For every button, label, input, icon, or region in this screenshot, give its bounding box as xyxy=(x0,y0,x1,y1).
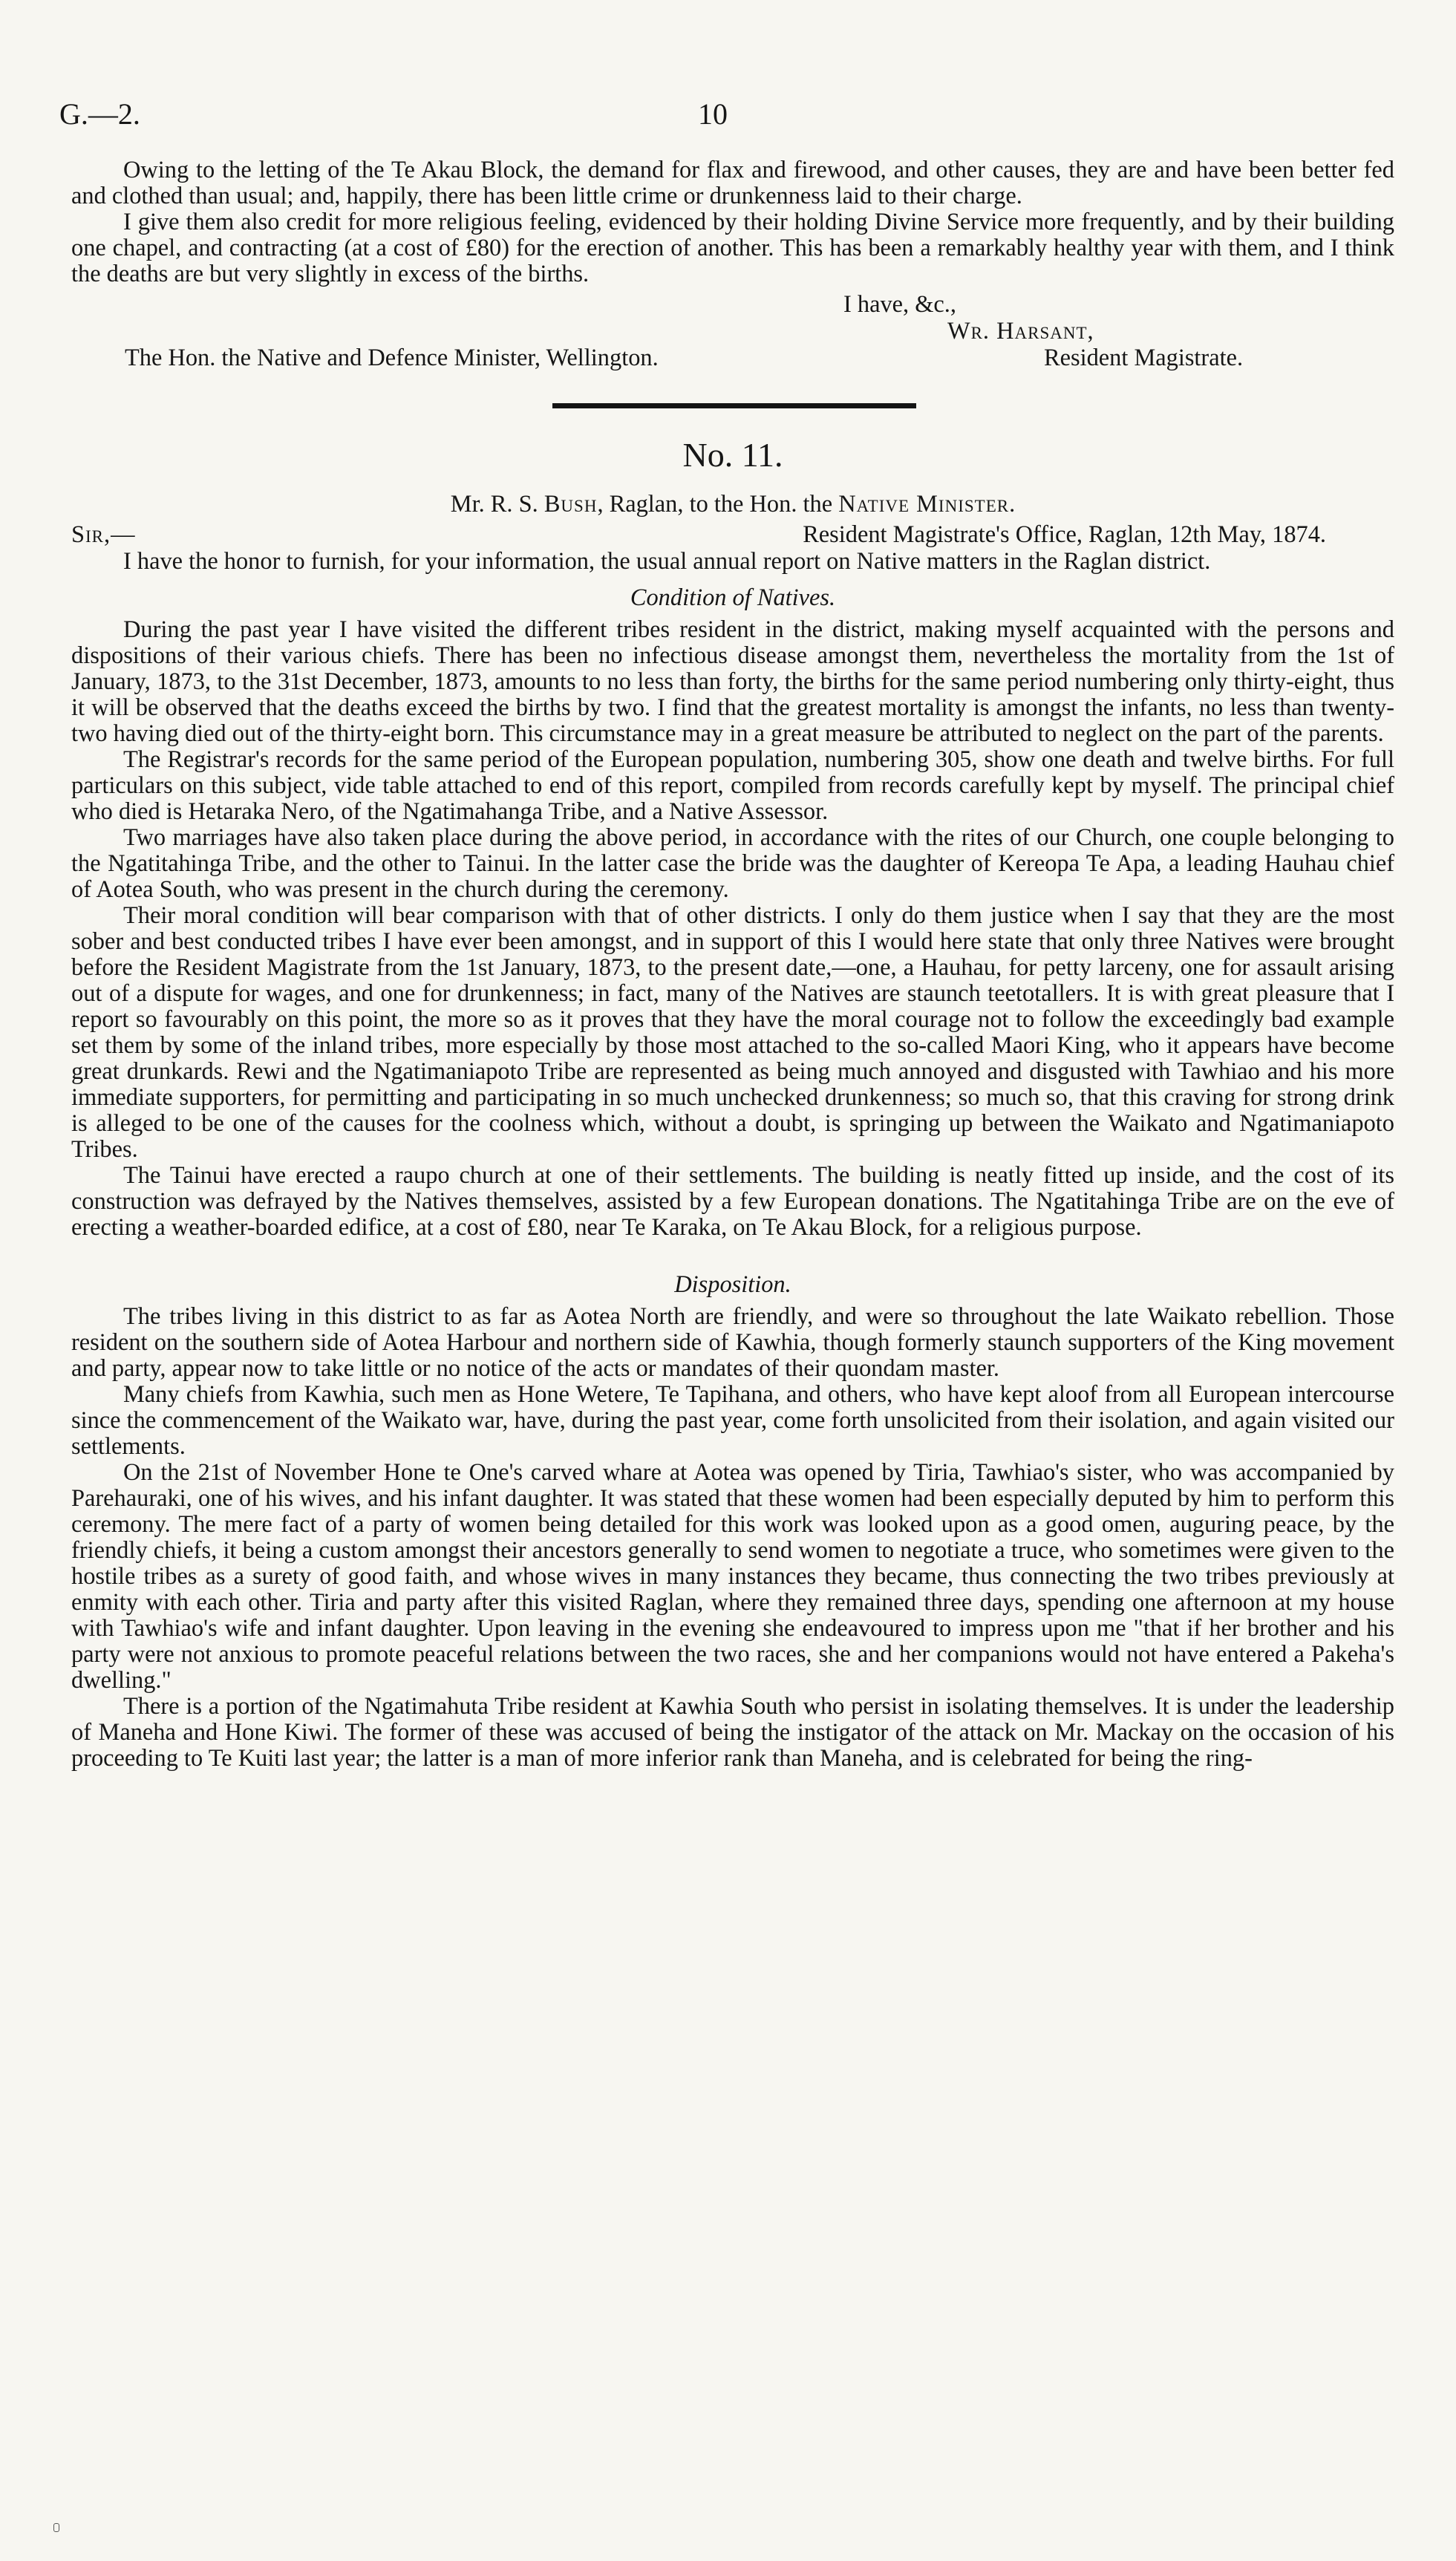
addressee: The Hon. the Native and Defence Minister, Wellington. xyxy=(125,345,659,371)
paragraph: Two marriages have also taken place during the above period, in accordance with the rites of our Church, one couple belonging to the Ngatitahinga Tribe, and the other to Tainui. In the latter case the bride was the daughter of Kereopa Te Apa, a leading Hauhau chief of Aotea South, who was present in the church during the ceremony. xyxy=(71,824,1394,903)
salutation: Sir,— xyxy=(71,521,136,548)
letter-closing xyxy=(71,292,1394,396)
paragraph: I give them also credit for more religious feeling, evidenced by their holding Divine Service more frequently, and by their building one chapel, and contracting (at a cost of £80) for the erection of another. This has been a remarkably healthy year with them, and I think the deaths are but very slightly in excess of the births. xyxy=(71,209,1394,287)
page-body xyxy=(71,157,1394,1772)
paragraph: Owing to the letting of the Te Akau Block, the demand for flax and firewood, and other causes, they are and have been better fed and clothed than usual; and, happily, there has been little crime or drunkenness laid to their charge. xyxy=(71,157,1394,209)
dateline: Resident Magistrate's Office, Raglan, 12th May, 1874. xyxy=(803,521,1326,548)
paragraph: Many chiefs from Kawhia, such men as Hone Wetere, Te Tapihana, and others, who have kept aloof from all European intercourse since the commencement of the Waikato war, have, during the past year, come forth unsolicited from their isolation, and again visited our settlements. xyxy=(71,1381,1394,1460)
running-header xyxy=(59,97,1396,141)
paragraph: The Registrar's records for the same period of the European population, numbering 305, show one death and twelve births. For full particulars on this subject, vide table attached to end of this report, compiled from records carefully kept by myself. The principal chief who died is Hetaraka Nero, of the Ngatimahanga Tribe, and a Native Assessor. xyxy=(71,746,1394,825)
subheading-mid: , Raglan, to the Hon. the xyxy=(597,491,833,518)
subheading-prefix: Mr. R. S. xyxy=(450,491,538,518)
paragraph: On the 21st of November Hone te One's carved whare at Aotea was opened by Tiria, Tawhiao's sister, who was accompanied by Parehauraki, one of his wives, and his infant daughter. It was stated that these women had been especially deputed by him to perform this ceremony. The mere fact of a party of women being detailed for this work was looked upon as a good omen, auguring peace, by the friendly chiefs, it being a custom amongst their ancestors generally to send women to negotiate a truce, who sometimes were given to the hostile tribes as a surety of good faith, and whose wives in many instances they became, thus connecting the two tribes previously at enmity with each other. Tiria and party after this visited Raglan, where they remained three days, spending one afternoon at my house with Tawhiao's wife and infant daughter. Upon leaving in the evening she endeavoured to impress upon me "that if her brother and his party were not anxious to promote peaceful relations between the two races, she and her companions would not have entered a Pakeha's dwelling." xyxy=(71,1459,1394,1694)
section-heading: Disposition. xyxy=(674,1271,791,1298)
paragraph: There is a portion of the Ngatimahuta Tribe resident at Kawhia South who persist in isolating themselves. It is under the leadership of Maneha and Hone Kiwi. The former of these was accused of being the instigator of the attack on Mr. Mackay on the occasion of his proceeding to Te Kuiti last year; the latter is a man of more inferior rank than Maneha, and is celebrated for being the ring- xyxy=(71,1693,1394,1772)
document-number: No. 11. xyxy=(682,436,783,474)
signatory-name: Wr. Harsant, xyxy=(947,318,1094,345)
document-code: G.—2. xyxy=(59,97,140,131)
recipient-title: Native Minister xyxy=(838,491,1010,518)
section-divider xyxy=(552,403,916,408)
intro-paragraph: I have the honor to furnish, for your information, the usual annual report on Native matters in the Raglan district. xyxy=(123,548,1211,575)
letter-subheading xyxy=(71,492,1394,518)
paragraph: Their moral condition will bear comparison with that of other districts. I only do them justice when I say that they are the most sober and best conducted tribes I have ever been amongst, and in support of this I would here state that only three Natives were brought before the Resident Magistrate from the 1st January, 1873, to the present date,—one, a Hauhau, for petty larceny, one for assault arising out of a dispute for wages, and one for drunkenness; in fact, many of the Natives are staunch teetotallers. It is with great pleasure that I report so favourably on this point, the more so as it proves that they have the moral courage not to follow the exceedingly bad example set them by some of the inland tribes, more especially by those most attached to the so-called Maori King, who it appears have become great drunkards. Rewi and the Ngatimaniapoto Tribe are represented as being much annoyed and disgusted with Tawhiao and his more immediate supporters, for permitting and participating in so much unchecked drunkenness; so much so, that this craving for strong drink is alleged to be one of the causes for the coolness which, without a doubt, is springing up between the Waikato and Ngatimaniapoto Tribes. xyxy=(71,902,1394,1163)
closing-formula: I have, &c., xyxy=(843,291,956,318)
paragraph: During the past year I have visited the different tribes resident in the district, making myself acquainted with the persons and dispositions of their various chiefs. There has been no infectious disease amongst them, nevertheless the mortality from the 1st of January, 1873, to the 31st December, 1873, amounts to no less than forty, the births for the same period numbering only thirty-eight, thus it will be observed that the deaths exceed the births by two. I find that the greatest mortality is amongst the infants, no less than twenty-two having died out of the thirty-eight born. This circumstance may in a great measure be attributed to neglect on the part of the parents. xyxy=(71,616,1394,747)
section-heading: Condition of Natives. xyxy=(630,584,836,611)
signatory-title: Resident Magistrate. xyxy=(1044,345,1244,371)
page-number: 10 xyxy=(698,97,728,131)
subheading-suffix: . xyxy=(1009,491,1016,518)
scan-artifact xyxy=(53,2523,59,2532)
paragraph: The Tainui have erected a raupo church at one of their settlements. The building is neatly fitted up inside, and the cost of its construction was defrayed by the Natives themselves, assisted by a few European donations. The Ngatitahinga Tribe are on the eve of erecting a weather-boarded edifice, at a cost of £80, near Te Karaka, on Te Akau Block, for a religious purpose. xyxy=(71,1162,1394,1241)
salutation-line xyxy=(71,522,1394,549)
paragraph: The tribes living in this district to as far as Aotea North are friendly, and were so throughout the late Waikato rebellion. Those resident on the southern side of Aotea Harbour and northern side of Kawhia, though formerly staunch supporters of the King movement and party, appear now to take little or no notice of the acts or mandates of their quondam master. xyxy=(71,1303,1394,1382)
sender-name: Bush xyxy=(543,491,598,518)
